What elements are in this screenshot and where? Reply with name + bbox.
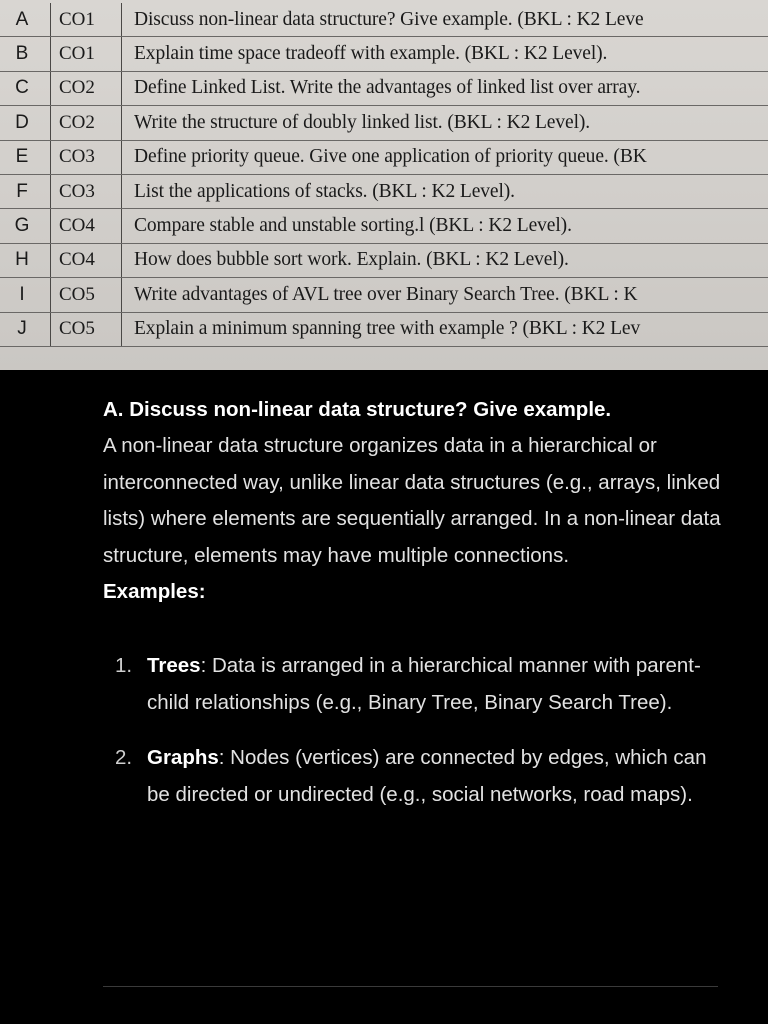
question-text: Explain a minimum spanning tree with example ? (BKL : K2 Lev xyxy=(122,312,768,346)
course-outcome: CO4 xyxy=(51,209,122,243)
question-letter: A xyxy=(0,3,51,37)
example-term: Trees xyxy=(147,654,201,677)
table-row xyxy=(0,312,768,346)
table-row xyxy=(0,174,768,208)
table-row xyxy=(0,3,768,37)
question-text: Write advantages of AVL tree over Binary Search Tree. (BKL : K xyxy=(122,278,768,312)
course-outcome: CO3 xyxy=(51,174,122,208)
question-letter: J xyxy=(0,312,51,346)
question-letter: H xyxy=(0,243,51,277)
course-outcome: CO2 xyxy=(51,71,122,105)
divider xyxy=(103,986,718,987)
course-outcome: CO1 xyxy=(51,37,122,71)
question-text: Write the structure of doubly linked list. (BKL : K2 Level). xyxy=(122,106,768,140)
course-outcome: CO2 xyxy=(51,106,122,140)
example-number: 1. xyxy=(115,654,133,677)
question-table xyxy=(0,3,768,347)
question-text: List the applications of stacks. (BKL : K2 Level). xyxy=(122,174,768,208)
table-row xyxy=(0,243,768,277)
example-number: 2. xyxy=(115,746,133,769)
table-row xyxy=(0,209,768,243)
question-text: How does bubble sort work. Explain. (BKL : K2 Level). xyxy=(122,243,768,277)
example-description: : Nodes (vertices) are connected by edges, which can be directed or undirected (e.g., social networks, road maps). xyxy=(147,746,707,806)
answer-panel xyxy=(103,392,723,832)
question-paper-photo xyxy=(0,0,768,370)
table-row xyxy=(0,278,768,312)
question-text: Compare stable and unstable sorting.l (BKL : K2 Level). xyxy=(122,209,768,243)
course-outcome: CO5 xyxy=(51,312,122,346)
question-letter: E xyxy=(0,140,51,174)
question-text: Define Linked List. Write the advantages of linked list over array. xyxy=(122,71,768,105)
answer-intro: A non-linear data structure organizes data in a hierarchical or interconnected way, unlike linear data structures (e.g., arrays, linked lists) where elements are sequentially arranged. In a non-linear data structure, elements may have multiple connections. xyxy=(103,434,721,567)
course-outcome: CO5 xyxy=(51,278,122,312)
list-item xyxy=(103,740,723,813)
question-letter: B xyxy=(0,37,51,71)
examples-list xyxy=(103,648,723,813)
answer-heading: A. Discuss non-linear data structure? Give example. xyxy=(103,398,612,421)
question-text: Define priority queue. Give one application of priority queue. (BK xyxy=(122,140,768,174)
question-letter: D xyxy=(0,106,51,140)
example-term: Graphs xyxy=(147,746,219,769)
question-text: Discuss non-linear data structure? Give example. (BKL : K2 Leve xyxy=(122,3,768,37)
question-letter: I xyxy=(0,278,51,312)
course-outcome: CO4 xyxy=(51,243,122,277)
example-description: : Data is arranged in a hierarchical manner with parent-child relationships (e.g., Binary Tree, Binary Search Tree). xyxy=(147,654,701,714)
course-outcome: CO1 xyxy=(51,3,122,37)
table-row xyxy=(0,140,768,174)
course-outcome: CO3 xyxy=(51,140,122,174)
table-row xyxy=(0,71,768,105)
table-row xyxy=(0,37,768,71)
question-letter: F xyxy=(0,174,51,208)
examples-label: Examples: xyxy=(103,580,206,603)
question-table-body xyxy=(0,3,768,346)
question-text: Explain time space tradeoff with example. (BKL : K2 Level). xyxy=(122,37,768,71)
list-item xyxy=(103,648,723,721)
question-letter: C xyxy=(0,71,51,105)
question-letter: G xyxy=(0,209,51,243)
table-row xyxy=(0,106,768,140)
